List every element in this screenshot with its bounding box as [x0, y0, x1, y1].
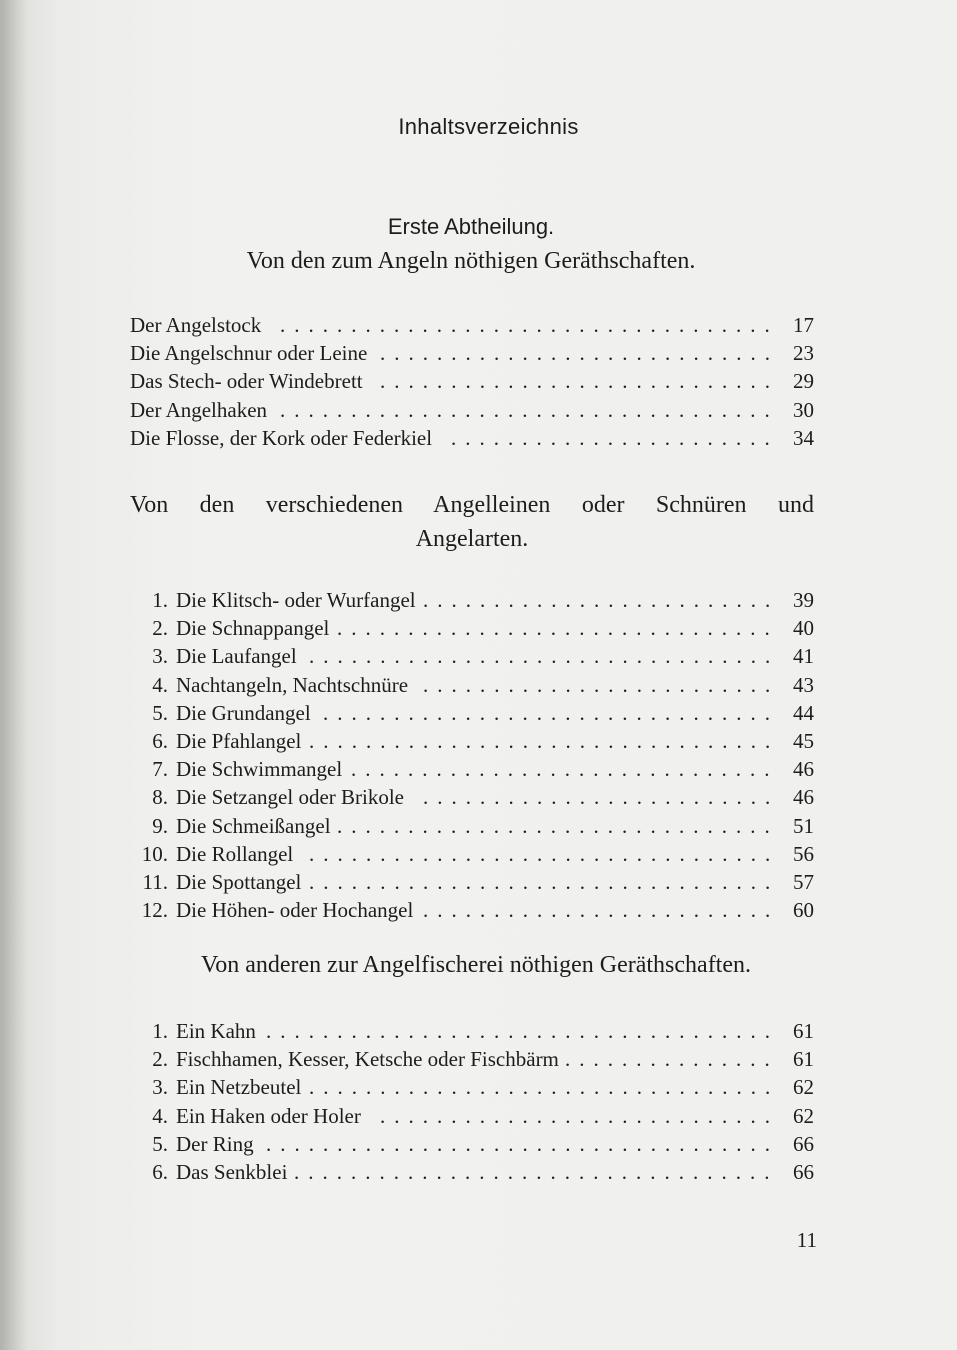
page-number: 11 — [796, 1228, 817, 1252]
toc-entry-page: 46 — [793, 785, 814, 810]
toc-leader-dots: .................................... — [266, 1131, 779, 1156]
toc-entry — [130, 896, 814, 924]
toc-entry-title: Ein Kahn — [176, 1019, 256, 1043]
toc-entry-label — [130, 671, 408, 699]
toc-entry-label — [130, 339, 367, 367]
toc-entry-label — [130, 868, 301, 896]
toc-entry-title: Die Laufangel — [176, 644, 297, 669]
toc-entry-title: Die Schwimmangel — [176, 757, 343, 782]
toc-leader-dots: ................................... — [280, 313, 779, 337]
toc-entry-label — [130, 896, 413, 924]
toc-entry-page: 23 — [793, 341, 814, 366]
toc-entry-title: Die Flosse, der Kork oder Federkiel — [130, 425, 433, 450]
toc-leader-dots: ......................... — [423, 588, 780, 612]
toc-entry-page: 29 — [793, 369, 814, 394]
toc-entry-page: 43 — [793, 672, 814, 697]
toc-entry-number: 7. — [152, 757, 168, 782]
toc-entry-title: Die Klitsch- oder Wurfangel — [176, 588, 416, 612]
page-title: Inhaltsverzeichnis — [398, 114, 579, 139]
section-2-heading — [130, 488, 814, 556]
toc-entry-page: 17 — [793, 313, 814, 337]
toc-entry-number: 11. — [142, 869, 168, 894]
toc-entry-number: 12. — [141, 898, 168, 923]
toc-entry-number: 5. — [152, 700, 168, 725]
toc-entry-number: 6. — [152, 728, 168, 753]
toc-entry-title: Die Schnappangel — [176, 616, 330, 641]
page-gutter-shadow — [0, 0, 28, 1350]
toc-section-2 — [130, 586, 814, 924]
section-2-heading-line-2: Angelarten. — [415, 526, 529, 552]
toc-entry-number: 6. — [152, 1159, 168, 1184]
toc-entry-number: 1. — [152, 1019, 168, 1043]
toc-entry — [130, 642, 814, 670]
toc-entry-page: 41 — [793, 644, 814, 669]
toc-entry-page: 57 — [793, 869, 814, 894]
toc-entry-page: 66 — [793, 1159, 814, 1184]
toc-leader-dots: ......................... — [423, 672, 780, 697]
toc-leader-dots: ............................ — [380, 369, 779, 394]
toc-entry-page: 51 — [793, 813, 814, 838]
toc-entry-label — [130, 424, 432, 452]
toc-entry-title: Fischhamen, Kesser, Ketsche oder Fischbärm — [176, 1047, 559, 1072]
toc-entry-title: Die Grundangel — [176, 700, 311, 725]
toc-entry-label — [130, 812, 331, 840]
toc-entry-page: 46 — [793, 757, 814, 782]
toc-entry-number: 5. — [152, 1131, 168, 1156]
toc-entry — [130, 339, 814, 367]
toc-entry-page: 56 — [793, 841, 814, 866]
toc-entry — [130, 783, 814, 811]
toc-entry-title: Ein Haken oder Holer — [176, 1103, 361, 1128]
toc-entry — [130, 1045, 814, 1073]
toc-entry — [130, 586, 814, 614]
toc-entry — [130, 1102, 814, 1130]
toc-leader-dots: ................................. — [309, 869, 780, 894]
toc-entry-number: 10. — [141, 841, 168, 866]
toc-entry-title: Der Angelstock — [130, 313, 262, 337]
toc-entry-title: Nachtangeln, Nachtschnüre — [176, 672, 409, 697]
toc-entry — [130, 1017, 814, 1045]
toc-leader-dots: ................................. — [309, 841, 780, 866]
toc-leader-dots: ............................... — [337, 813, 779, 838]
toc-leader-dots: ......................... — [423, 785, 780, 810]
toc-section-1 — [130, 311, 814, 452]
toc-leader-dots: ................................. — [309, 644, 780, 669]
toc-leader-dots: ................................... — [280, 397, 779, 422]
toc-entry-label — [130, 586, 416, 614]
toc-entry — [130, 671, 814, 699]
toc-entry — [130, 311, 814, 339]
toc-entry-title: Die Angelschnur oder Leine — [130, 341, 368, 366]
toc-entry-page: 39 — [793, 588, 814, 612]
toc-entry-label — [130, 699, 311, 727]
toc-leader-dots: ............................ — [380, 1103, 779, 1128]
toc-entry — [130, 812, 814, 840]
toc-leader-dots: ................................ — [323, 700, 779, 725]
toc-entry-number: 4. — [152, 672, 168, 697]
toc-entry-page: 61 — [793, 1019, 814, 1043]
toc-entry-label — [130, 1130, 254, 1158]
toc-entry-title: Die Spottangel — [176, 869, 302, 894]
toc-section-3 — [130, 1017, 814, 1186]
toc-leader-dots: ............................ — [380, 341, 779, 366]
toc-entry-title: Die Setzangel oder Brikole — [176, 785, 405, 810]
toc-entry-label — [130, 1158, 287, 1186]
toc-entry — [130, 1130, 814, 1158]
toc-entry-number: 2. — [152, 616, 168, 641]
toc-leader-dots: .............................. — [351, 757, 779, 782]
toc-leader-dots: ............................... — [337, 616, 779, 641]
toc-entry-number: 3. — [152, 644, 168, 669]
toc-entry — [130, 614, 814, 642]
toc-entry-label — [130, 783, 404, 811]
section-3-heading: Von anderen zur Angelfischerei nöthigen Geräthschaften. — [200, 952, 752, 978]
toc-entry-label — [130, 727, 301, 755]
toc-leader-dots: ................................. — [309, 1075, 780, 1100]
toc-entry — [130, 727, 814, 755]
toc-entry-page: 62 — [793, 1103, 814, 1128]
toc-entry-label — [130, 614, 329, 642]
section-2-heading-line-1: Von den verschiedenen Angelleinen oder Schnüren und — [130, 492, 814, 518]
toc-entry-number: 3. — [152, 1075, 168, 1100]
toc-entry-label — [130, 642, 297, 670]
toc-entry-title: Die Pfahlangel — [176, 728, 302, 753]
toc-entry — [130, 424, 814, 452]
toc-entry-label — [130, 367, 363, 395]
toc-entry-title: Das Stech- oder Windebrett — [130, 369, 363, 394]
toc-leader-dots: ......................... — [423, 898, 780, 923]
toc-entry-page: 40 — [793, 616, 814, 641]
toc-entry-page: 66 — [793, 1131, 814, 1156]
toc-entry — [130, 868, 814, 896]
toc-leader-dots: .................................... — [266, 1019, 779, 1043]
toc-entry-title: Der Angelhaken — [130, 397, 268, 422]
toc-leader-dots: .................................. — [294, 1159, 779, 1184]
toc-entry-label — [130, 755, 342, 783]
toc-entry-label — [130, 396, 267, 424]
toc-entry — [130, 755, 814, 783]
toc-entry-page: 62 — [793, 1075, 814, 1100]
toc-entry-page: 60 — [793, 898, 814, 923]
toc-entry-title: Das Senkblei — [176, 1159, 288, 1184]
toc-entry-page: 34 — [793, 425, 814, 450]
toc-entry — [130, 1158, 814, 1186]
toc-entry — [130, 1073, 814, 1101]
toc-leader-dots: ............... — [565, 1047, 779, 1072]
toc-entry — [130, 367, 814, 395]
toc-entry-number: 2. — [152, 1047, 168, 1072]
toc-entry-page: 45 — [793, 728, 814, 753]
toc-entry-number: 9. — [152, 813, 168, 838]
toc-entry-label — [130, 311, 261, 339]
toc-entry — [130, 396, 814, 424]
part-subtitle: Von den zum Angeln nöthigen Geräthschaften. — [246, 248, 696, 274]
toc-entry-label — [130, 1017, 256, 1045]
toc-entry-label — [130, 1073, 301, 1101]
toc-entry-title: Die Rollangel — [176, 841, 294, 866]
toc-entry-title: Die Höhen- oder Hochangel — [176, 898, 414, 923]
toc-leader-dots: ................................. — [309, 728, 780, 753]
toc-entry-page: 61 — [793, 1047, 814, 1072]
part-title: Erste Abtheilung. — [387, 214, 555, 239]
toc-entry-number: 4. — [152, 1103, 168, 1128]
toc-entry-label — [130, 840, 293, 868]
toc-entry-title: Ein Netzbeutel — [176, 1075, 302, 1100]
toc-entry-title: Der Ring — [176, 1131, 254, 1156]
toc-entry-label — [130, 1045, 559, 1073]
toc-entry-number: 8. — [152, 785, 168, 810]
toc-entry-number: 1. — [152, 588, 168, 612]
toc-entry-label — [130, 1102, 361, 1130]
toc-entry-page: 30 — [793, 397, 814, 422]
toc-entry — [130, 840, 814, 868]
toc-leader-dots: ....................... — [451, 425, 779, 450]
toc-entry-page: 44 — [793, 700, 814, 725]
toc-entry-title: Die Schmeißangel — [176, 813, 331, 838]
toc-entry — [130, 699, 814, 727]
